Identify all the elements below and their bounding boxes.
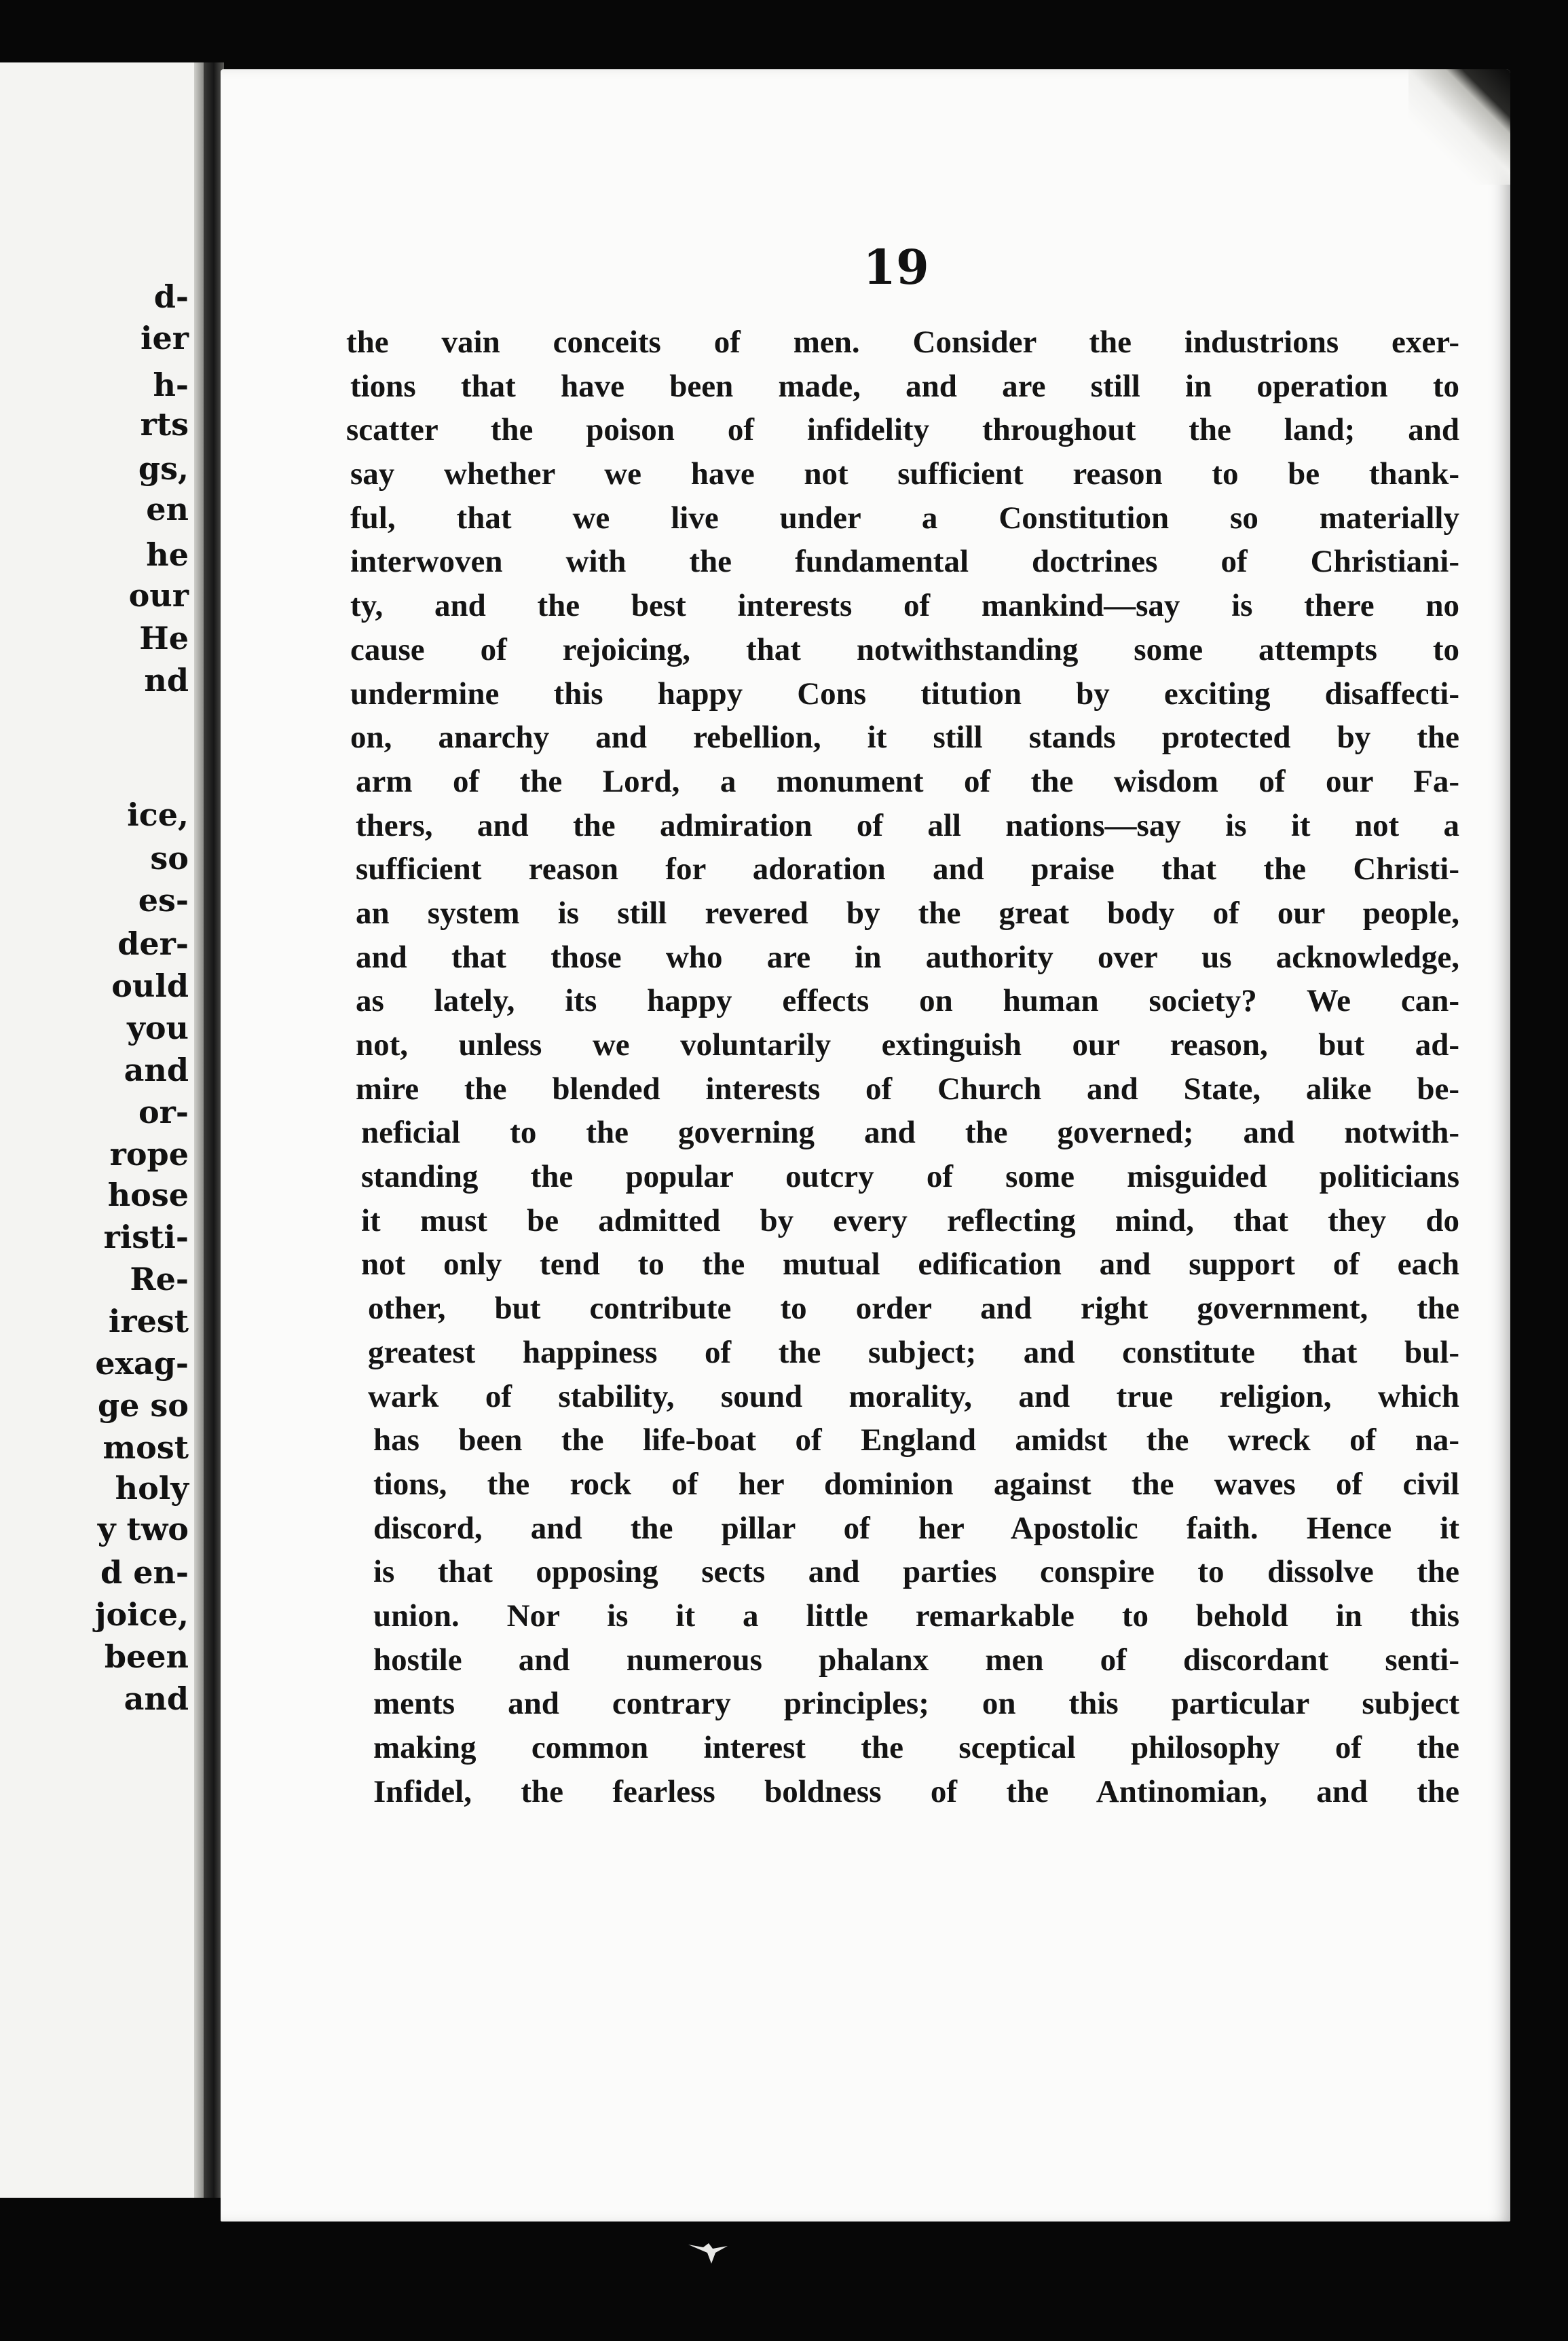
left-page-fragment: most [102, 1429, 189, 1466]
scan-artifact-mark [686, 2241, 733, 2265]
left-page-fragment: joice, [94, 1596, 189, 1633]
text-line: discord, and the pillar of her Apostolic faith. Hence it [373, 1510, 1459, 1546]
text-line: mire the blended interests of Church and State, alike be- [356, 1071, 1459, 1107]
text-line: greatest happiness of the subject; and constitute that bul- [368, 1334, 1459, 1370]
text-line: ments and contrary principles; on this particular subject [373, 1686, 1459, 1722]
left-page-fragment: en [146, 491, 189, 528]
left-page-fragment: or- [138, 1094, 189, 1130]
text-line: cause of rejoicing, that notwithstanding some attempts to [350, 631, 1459, 667]
left-page-fragment: es- [138, 882, 189, 919]
left-page-fragment: d en- [100, 1554, 189, 1591]
left-page-fragment: rts [140, 406, 189, 443]
text-line: ful, that we live under a Constitution so materially [350, 500, 1459, 536]
page-body-text [346, 320, 1459, 1813]
text-line: standing the popular outcry of some misguided politicians [361, 1159, 1459, 1195]
left-page-fragment: h- [153, 367, 189, 403]
text-line: is that opposing sects and parties conspire to dissolve the [373, 1554, 1459, 1590]
left-page-fragment: ier [141, 320, 189, 356]
page-corner-curl [1408, 69, 1510, 185]
left-page-fragment: d- [153, 278, 189, 315]
text-line: arm of the Lord, a monument of the wisdom of our Fa- [356, 763, 1459, 799]
left-page-fragment: our [128, 577, 189, 614]
left-page-fragment: you [127, 1010, 189, 1046]
left-page-fragment: ould [111, 967, 189, 1004]
right-page [221, 69, 1510, 2222]
left-page-fragment: y two [97, 1511, 189, 1547]
left-page-fragment: holy [115, 1470, 189, 1507]
text-line: union. Nor is it a little remarkable to behold in this [373, 1598, 1459, 1634]
left-page-fragment: nd [144, 662, 189, 699]
left-page-fragment: been [104, 1638, 189, 1675]
text-line: other, but contribute to order and right government, the [368, 1291, 1459, 1327]
text-line: as lately, its happy effects on human society? We can- [356, 983, 1459, 1019]
left-page-fragment: and [124, 1052, 189, 1088]
left-page-fragment: he [146, 536, 189, 573]
left-page-fragment: der- [117, 925, 189, 962]
left-page-fragment: so [150, 840, 189, 877]
text-line: Infidel, the fearless boldness of the Antinomian, and the [373, 1773, 1459, 1809]
left-page-fragment: Re- [130, 1261, 189, 1297]
text-line: say whether we have not sufficient reason to be thank- [350, 456, 1459, 492]
text-line: not, unless we voluntarily extinguish our reason, but ad- [356, 1027, 1459, 1063]
left-page-fragment: risti- [103, 1219, 189, 1255]
text-line: making common interest the sceptical philosophy of the [373, 1730, 1459, 1765]
left-page-fragment: and [124, 1680, 189, 1717]
left-page-fragment: ge so [97, 1387, 189, 1424]
text-line: an system is still revered by the great body of our people, [356, 895, 1459, 931]
text-line: the vain conceits of men. Consider the industrions exer- [346, 325, 1459, 360]
text-line: undermine this happy Cons titution by exciting disaffecti- [350, 676, 1459, 712]
text-line: ty, and the best interests of mankind—say is there no [350, 588, 1459, 624]
text-line: sufficient reason for adoration and praise that the Christi- [356, 851, 1459, 887]
left-page-fragment: irest [108, 1303, 189, 1340]
text-line: hostile and numerous phalanx men of discordant senti- [373, 1642, 1459, 1678]
left-page-fragment: rope [109, 1136, 189, 1173]
text-line: not only tend to the mutual edification and support of each [361, 1247, 1459, 1283]
text-line: on, anarchy and rebellion, it still stands protected by the [350, 720, 1459, 756]
text-line: tions, the rock of her dominion against the waves of civil [373, 1466, 1459, 1502]
left-page-fragment: He [139, 620, 189, 657]
text-line: tions that have been made, and are still in operation to [350, 368, 1459, 404]
text-line: and that those who are in authority over us acknowledge, [356, 939, 1459, 975]
text-line: neficial to the governing and the governed; and notwith- [361, 1115, 1459, 1151]
text-line: has been the life-boat of England amidst the wreck of na- [373, 1422, 1459, 1458]
left-page-fragment: gs, [138, 450, 189, 487]
text-line: thers, and the admiration of all nations—say is it not a [356, 807, 1459, 843]
page-number: 19 [863, 239, 929, 295]
text-line: interwoven with the fundamental doctrines of Christiani- [350, 544, 1459, 580]
left-page-fragment: hose [107, 1177, 189, 1213]
left-facing-page [0, 62, 204, 2198]
left-page-fragment: exag- [95, 1345, 189, 1382]
left-page-fragment: ice, [127, 796, 189, 833]
text-line: wark of stability, sound morality, and true religion, which [368, 1378, 1459, 1414]
text-line: it must be admitted by every reflecting mind, that they do [361, 1202, 1459, 1238]
text-line: scatter the poison of infidelity throughout the land; and [346, 412, 1459, 448]
